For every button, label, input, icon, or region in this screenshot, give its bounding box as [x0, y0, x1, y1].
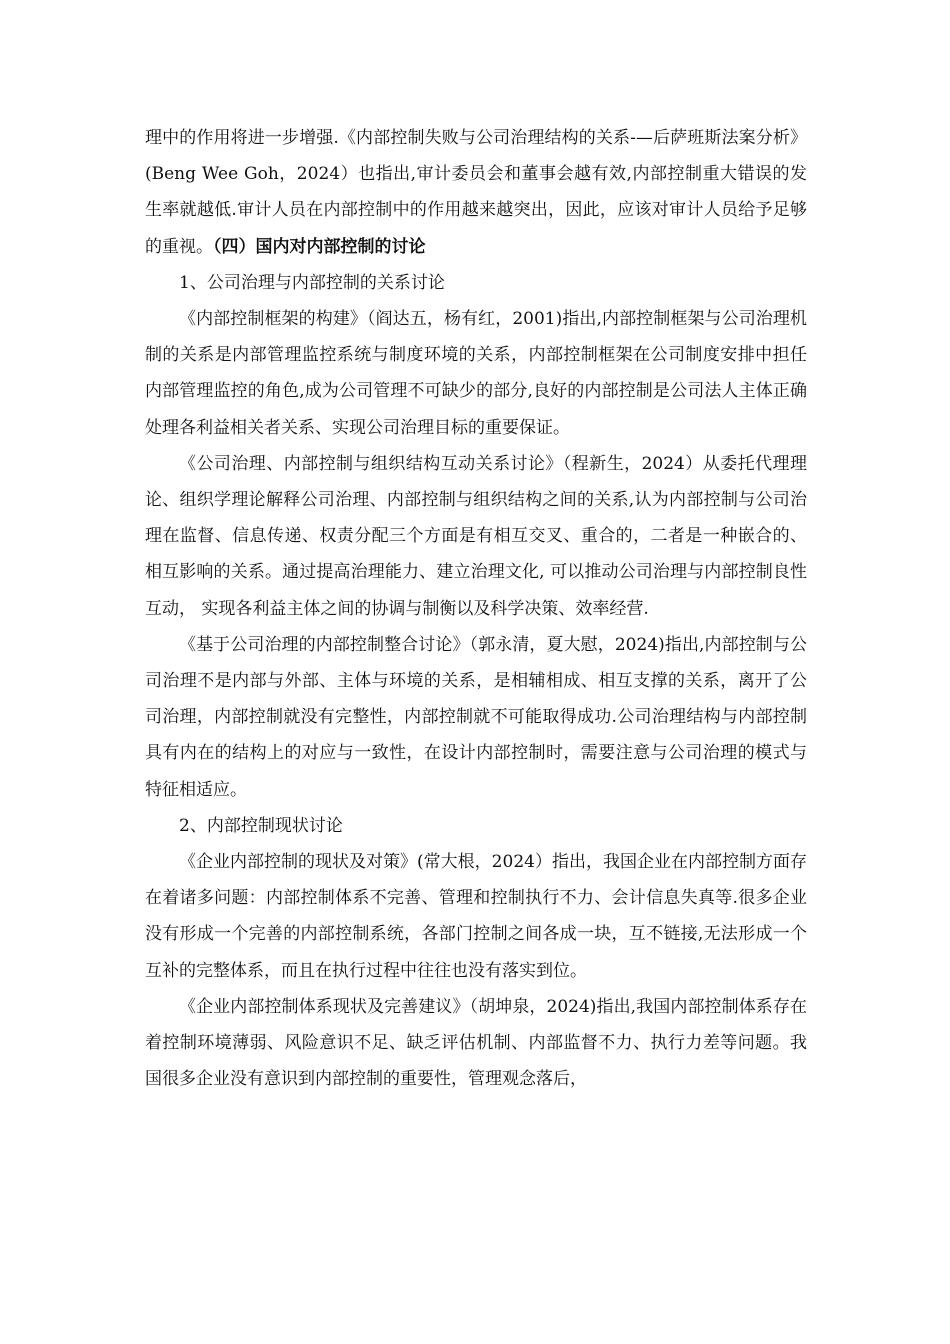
paragraph-system-suggestions: 《企业内部控制体系现状及完善建议》（胡坤泉，2024)指出,我国内部控制体系存在着控制环境薄弱、风险意识不足、缺乏评估机制、内部监督不力、执行力差等问题。我国很多企业没有意识到内部控制的重要性，管理观念落后，: [145, 996, 807, 1090]
paragraph-text: 理中的作用将进一步增强.《内部控制失败与公司治理结构的关系-—后萨班斯法案分析》(Beng Wee Goh，2024）也指出,审计委员会和董事会越有效,内部控制重大错误的发生率就越低.审计人员在内部控制中的作用越来越突出，因此，应该对审计人员给予足够的重视。: [145, 128, 807, 257]
section-heading: （四）国内对内部控制的讨论: [213, 236, 426, 257]
document-page: [145, 120, 807, 1097]
paragraph-continuation: [145, 120, 807, 265]
paragraph-integration: 《基于公司治理的内部控制整合讨论》（郭永清，夏大慰，2024)指出,内部控制与公司治理不是内部与外部、主体与环境的关系，是相辅相成、相互支撑的关系，离开了公司治理，内部控制就没有完整性，内部控制就不可能取得成功.公司治理结构与内部控制具有内在的结构上的对应与一致性，在设计内部控制时，需要注意与公司治理的模式与特征相适应。: [145, 634, 807, 800]
paragraph-interaction: 《公司治理、内部控制与组织结构互动关系讨论》（程新生，2024）从委托代理理论、组织学理论解释公司治理、内部控制与组织结构之间的关系,认为内部控制与公司治理在监督、信息传递、权责分配三个方面是有相互交叉、重合的，二者是一种嵌合的、相互影响的关系。通过提高治理能力、建立治理文化, 可以推动公司治理与内部控制良性互动， 实现各利益主体之间的协调与制衡以及科学决策、效率经营.: [145, 453, 807, 619]
paragraph-framework: 《内部控制框架的构建》（阎达五，杨有红，2001)指出,内部控制框架与公司治理机制的关系是内部管理监控系统与制度环境的关系，内部控制框架在公司制度安排中担任内部管理监控的角色,成为公司管理不可缺少的部分,良好的内部控制是公司法人主体正确处理各利益相关者关系、实现公司治理目标的重要保证。: [145, 309, 807, 438]
subsection-heading-status: 2、内部控制现状讨论: [179, 815, 343, 836]
paragraph-status-countermeasures: 《企业内部控制的现状及对策》(常大根，2024）指出，我国企业在内部控制方面存在着诸多问题：内部控制体系不完善、管理和控制执行不力、会计信息失真等.很多企业没有形成一个完善的内部控制系统，各部门控制之间各成一块，互不链接,无法形成一个互补的完整体系，而且在执行过程中往往也没有落实到位。: [145, 852, 807, 981]
subsection-heading-governance-relation: 1、公司治理与内部控制的关系讨论: [179, 272, 445, 293]
